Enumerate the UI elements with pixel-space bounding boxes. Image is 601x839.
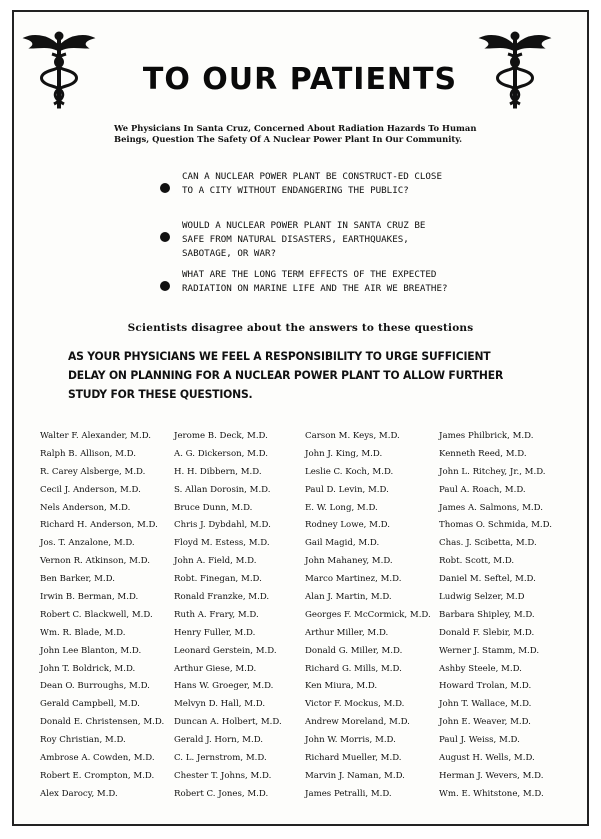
physician-name: James Philbrick, M.D. (439, 431, 534, 441)
physician-name: Victor F. Mockus, M.D. (305, 699, 405, 710)
physician-name: Donald G. Miller, M.D. (305, 645, 403, 656)
physician-name: Bruce Dunn, M.D. (174, 502, 253, 513)
physician-name: Paul A. Roach, M.D. (439, 484, 526, 495)
physician-name: Gerald J. Horn, M.D. (174, 735, 264, 746)
physician-name: Ashby Steele, M.D. (439, 663, 522, 674)
physician-name: Melvyn D. Hall, M.D. (174, 699, 266, 710)
signature-column (305, 430, 445, 806)
physician-name: A. G. Dickerson, M.D. (174, 448, 268, 459)
physician-name: Robt. Finegan, M.D. (174, 574, 262, 585)
physician-name: Robert C. Blackwell, M.D. (40, 609, 153, 620)
physician-name: John T. Boldrick, M.D. (40, 663, 136, 674)
physician-name: Ken Miura, M.D. (305, 681, 378, 692)
physician-name: Gerald Campbell, M.D. (40, 699, 140, 710)
page-title: TO OUR PATIENTS (142, 62, 458, 97)
question-item (160, 170, 450, 198)
physician-name: Paul J. Weiss, M.D. (439, 735, 520, 746)
signature-column (174, 430, 314, 806)
physician-name: Wm. E. Whitstone, M.D. (439, 788, 544, 799)
physician-name: Richard H. Anderson, M.D. (40, 520, 158, 531)
physician-name: Ben Barker, M.D. (40, 574, 115, 585)
physician-name: Donald F. Slebir, M.D. (439, 627, 535, 638)
question-item (160, 268, 450, 296)
physician-name: Roy Christian, M.D. (40, 735, 126, 746)
caduceus-icon (22, 28, 96, 112)
physician-name: Werner J. Stamm, M.D. (439, 645, 540, 656)
physician-name: Robert E. Crompton, M.D. (40, 770, 155, 781)
physician-name: Arthur Miller, M.D. (305, 627, 389, 638)
physician-name: S. Allan Dorosin, M.D. (174, 484, 271, 495)
physician-name: Jos. T. Anzalone, M.D. (40, 538, 135, 549)
physician-name: Wm. R. Blade, M.D. (40, 627, 126, 638)
physician-name: Arthur Giese, M.D. (174, 663, 257, 674)
physician-name: Andrew Moreland, M.D. (305, 717, 410, 728)
physician-name: Nels Anderson, M.D. (40, 502, 131, 513)
physician-name: Kenneth Reed, M.D. (439, 448, 527, 459)
physician-name: Cecil J. Anderson, M.D. (40, 484, 141, 495)
question-text: WOULD A NUCLEAR POWER PLANT IN SANTA CRUZ BE SAFE FROM NATURAL DISASTERS, EARTHQUAKES, SABOTAGE, OR WAR? (182, 220, 426, 259)
physician-name: C. L. Jernstrom, M.D. (174, 753, 267, 764)
physician-name: Thomas O. Schmida, M.D. (439, 520, 552, 531)
physician-name: R. Carey Alsberge, M.D. (40, 466, 146, 477)
physician-name: Donald E. Christensen, M.D. (40, 717, 165, 728)
physician-name: John L. Ritchey, Jr., M.D. (439, 466, 546, 477)
physician-name: Alex Darocy, M.D. (40, 788, 118, 799)
question-item (160, 219, 450, 261)
question-text: CAN A NUCLEAR POWER PLANT BE CONSTRUCT-ED CLOSE TO A CITY WITHOUT ENDANGERING THE PUBLIC? (182, 171, 442, 196)
physician-name: Ludwig Selzer, M.D (439, 592, 525, 603)
physician-name: Hans W. Groeger, M.D. (174, 681, 274, 692)
physician-name: John Lee Blanton, M.D. (40, 645, 142, 656)
physician-name: Daniel M. Seftel, M.D. (439, 574, 536, 585)
physician-name: John E. Weaver, M.D. (439, 717, 531, 728)
physician-name: John A. Field, M.D. (174, 556, 257, 567)
physician-name: Ralph B. Allison, M.D. (40, 448, 136, 459)
physician-name: Henry Fuller, M.D. (174, 627, 256, 638)
physician-name: Barbara Shipley, M.D. (439, 609, 535, 620)
physician-name: Leslie C. Koch, M.D. (305, 466, 394, 477)
physician-name: John Mahaney, M.D. (305, 556, 393, 567)
physician-name: Irwin B. Berman, M.D. (40, 592, 139, 603)
bullet-icon (160, 232, 170, 242)
physician-name: Ambrose A. Cowden, M.D. (40, 753, 155, 764)
physician-name: James A. Salmons, M.D. (439, 502, 543, 513)
physician-name: Paul D. Levin, M.D. (305, 484, 389, 495)
physician-name: Ruth A. Frary, M.D. (174, 609, 259, 620)
physician-name: Howard Trolan, M.D. (439, 681, 532, 692)
physician-name: Marco Martinez, M.D. (305, 574, 402, 585)
physician-name: Walter F. Alexander, M.D. (40, 431, 152, 441)
physician-name: Chas. J. Scibetta, M.D. (439, 538, 537, 549)
physician-name: Robt. Scott, M.D. (439, 556, 515, 567)
physician-name: John T. Wallace, M.D. (439, 699, 532, 710)
physician-name: John J. King, M.D. (305, 448, 383, 459)
physician-name: Herman J. Wevers, M.D. (439, 770, 544, 781)
physician-name: Ronald Franzke, M.D. (174, 592, 270, 603)
physician-name: John W. Morris, M.D. (305, 735, 396, 746)
physician-name: Vernon R. Atkinson, M.D. (40, 556, 150, 567)
physician-name: Rodney Lowe, M.D. (305, 520, 390, 531)
physician-name: Gail Magid, M.D. (305, 538, 380, 549)
bullet-icon (160, 281, 170, 291)
physician-name: Alan J. Martin, M.D. (305, 592, 392, 603)
physician-name: Georges F. McCormick, M.D. (305, 609, 431, 620)
physician-name: Carson M. Keys, M.D. (305, 431, 400, 441)
physician-name: Floyd M. Estess, M.D. (174, 538, 270, 549)
physician-name: Chris J. Dybdahl, M.D. (174, 520, 271, 531)
question-text: WHAT ARE THE LONG TERM EFFECTS OF THE EXPECTED RADIATION ON MARINE LIFE AND THE AIR WE BREATHE? (182, 269, 448, 294)
physician-name: James Petralli, M.D. (305, 788, 392, 799)
scientists-statement: Scientists disagree about the answers to these questions (127, 322, 474, 334)
physician-name: H. H. Dibbern, M.D. (174, 466, 262, 477)
physician-name: Chester T. Johns, M.D. (174, 770, 272, 781)
physician-name: Richard G. Mills, M.D. (305, 663, 402, 674)
physician-name: Richard Mueller, M.D. (305, 753, 402, 764)
physician-name: Duncan A. Holbert, M.D. (174, 717, 282, 728)
signature-column (439, 430, 579, 806)
intro-statement: We Physicians In Santa Cruz, Concerned About Radiation Hazards To Human Beings, Question The Safety Of A Nuclear Power Plant In Our Community. (114, 123, 477, 144)
physician-name: August H. Wells, M.D. (439, 753, 535, 764)
physician-name: Marvin J. Naman, M.D. (305, 770, 405, 781)
physician-name: Dean O. Burroughs, M.D. (40, 681, 150, 692)
physician-name: Robert C. Jones, M.D. (174, 788, 269, 799)
responsibility-statement: AS YOUR PHYSICIANS WE FEEL A RESPONSIBILITY TO URGE SUFFICIENT DELAY ON PLANNING FOR A NUCLEAR POWER PLANT TO ALLOW FURTHER STUDY FOR THESE QUESTIONS. (68, 349, 504, 401)
physician-name: Leonard Gerstein, M.D. (174, 645, 277, 656)
signature-column (40, 430, 180, 806)
physician-name: E. W. Long, M.D. (305, 502, 378, 513)
physician-name: Jerome B. Deck, M.D. (174, 431, 268, 441)
bullet-icon (160, 183, 170, 193)
